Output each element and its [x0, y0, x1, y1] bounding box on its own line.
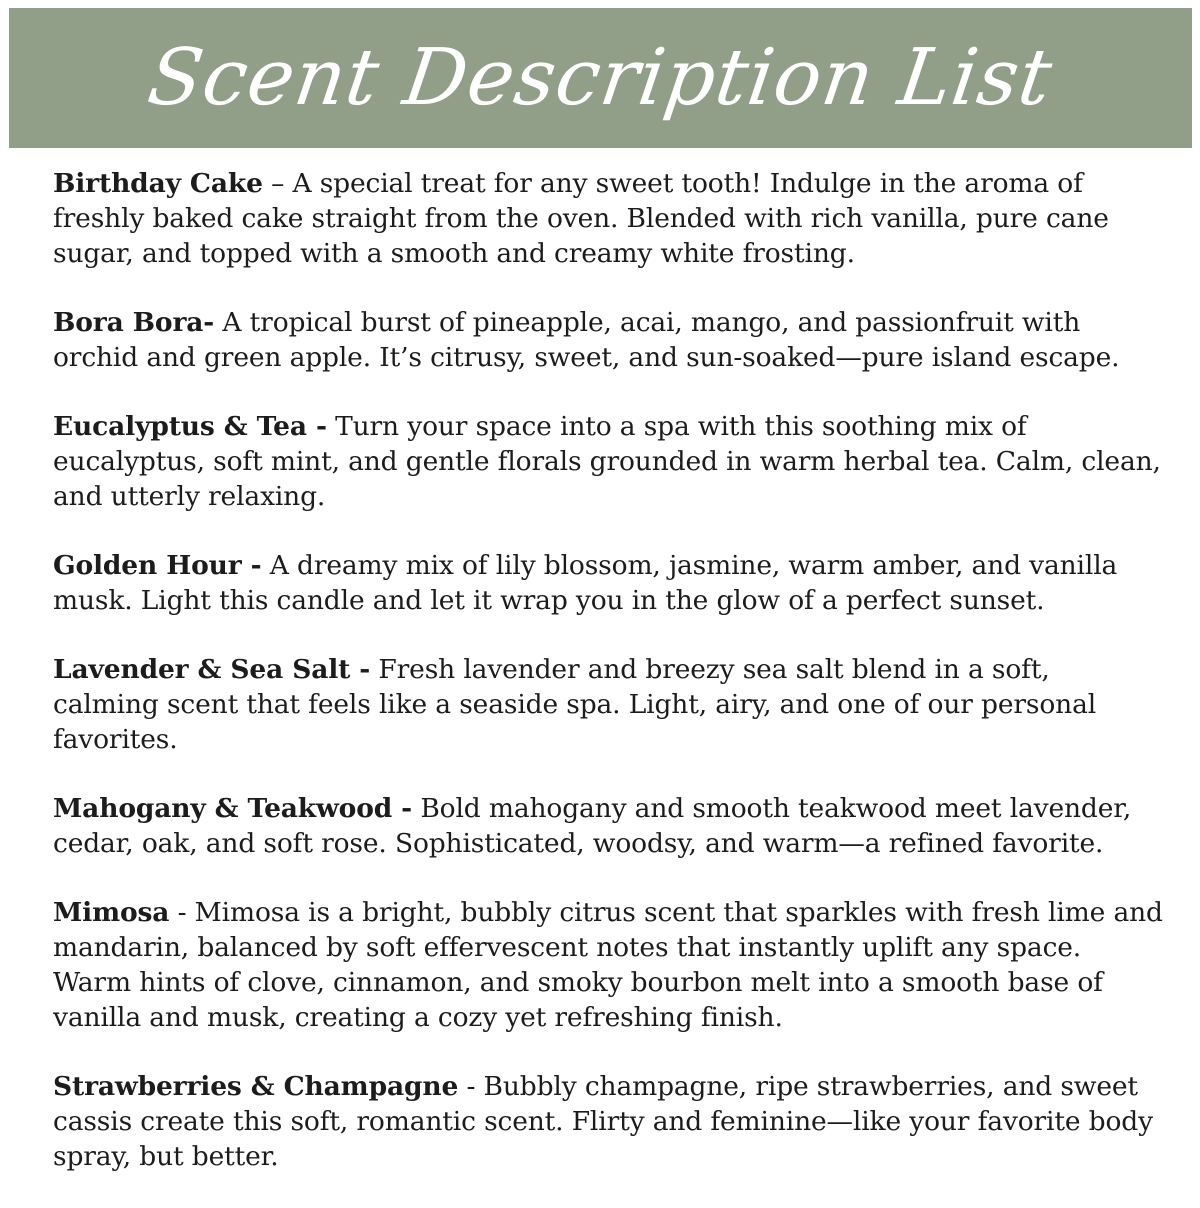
scent-name: Eucalyptus & Tea -: [53, 411, 327, 442]
scent-description: Bold mahogany and smooth teakwood meet lavender, cedar, oak, and soft rose. Sophisticated, woodsy, and warm—a refined favorite.: [53, 793, 1132, 859]
scent-list: [53, 166, 1163, 1208]
scent-description: A dreamy mix of lily blossom, jasmine, warm amber, and vanilla musk. Light this candle and let it wrap you in the glow of a perfect sunset.: [53, 550, 1118, 616]
scent-description: Bubbly champagne, ripe strawberries, and sweet cassis create this soft, romantic scent. Flirty and feminine—like your favorite body spray, but better.: [53, 1071, 1153, 1172]
scent-description: Turn your space into a spa with this soothing mix of eucalyptus, soft mint, and gentle florals grounded in warm herbal tea. Calm, clean, and utterly relaxing.: [53, 411, 1161, 512]
scent-separator: –: [262, 168, 293, 199]
scent-name: Golden Hour -: [53, 550, 262, 581]
scent-entry-golden-hour: [53, 548, 1163, 618]
scent-separator: [327, 411, 335, 442]
scent-description: A tropical burst of pineapple, acai, mango, and passionfruit with orchid and green apple. It’s citrusy, sweet, and sun-soaked—pure island escape.: [53, 307, 1120, 373]
scent-separator: -: [169, 897, 195, 928]
scent-name: Mahogany & Teakwood -: [53, 793, 413, 824]
scent-entry-bora-bora: [53, 305, 1163, 375]
scent-entry-eucalyptus-tea: [53, 409, 1163, 514]
scent-separator: -: [458, 1071, 484, 1102]
scent-entry-birthday-cake: [53, 166, 1163, 271]
header-banner: [9, 8, 1192, 148]
page-title: Scent Description List: [142, 33, 1059, 123]
scent-name: Lavender & Sea Salt -: [53, 654, 371, 685]
scent-name: Bora Bora-: [53, 307, 215, 338]
scent-name: Birthday Cake: [53, 168, 263, 199]
scent-entry-lavender-sea-salt: [53, 652, 1163, 757]
scent-name: Mimosa: [53, 897, 170, 928]
scent-description: Fresh lavender and breezy sea salt blend in a soft, calming scent that feels like a seaside spa. Light, airy, and one of our personal favorites.: [53, 654, 1097, 755]
scent-entry-mahogany-teakwood: [53, 791, 1163, 861]
scent-entry-mimosa: [53, 895, 1163, 1035]
scent-separator: [261, 550, 269, 581]
scent-description: A special treat for any sweet tooth! Indulge in the aroma of freshly baked cake straight from the oven. Blended with rich vanilla, pure cane sugar, and topped with a smooth and creamy white frosting.: [53, 168, 1109, 269]
scent-name: Strawberries & Champagne: [53, 1071, 459, 1102]
scent-description: Mimosa is a bright, bubbly citrus scent that sparkles with fresh lime and mandarin, balanced by soft effervescent notes that instantly uplift any space. Warm hints of clove, cinnamon, and smoky bourbon melt into a smooth base of vanilla and musk, creating a cozy yet refreshing finish.: [53, 897, 1163, 1033]
scent-entry-strawberries-champagne: [53, 1069, 1163, 1174]
